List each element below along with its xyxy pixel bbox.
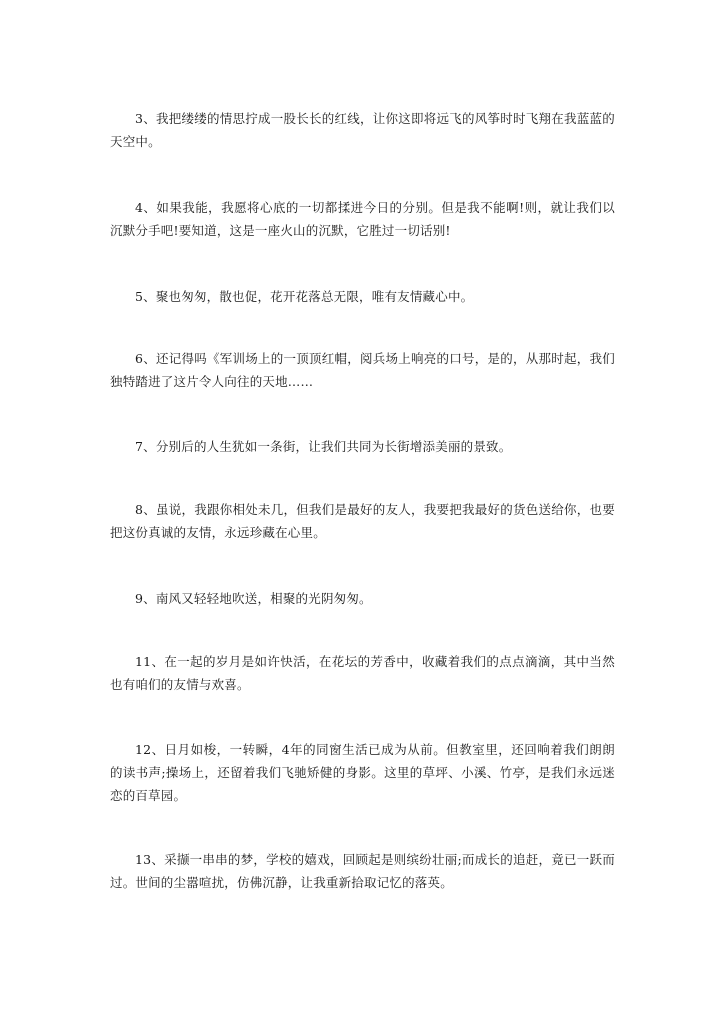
paragraph-5: 5、聚也匆匆，散也促，花开花落总无限，唯有友情藏心中。: [135, 289, 474, 304]
paragraph-13: 13、采撷一串串的梦，学校的嬉戏，回顾起是则缤纷壮丽;而成长的追赶，竟已一跃而过。世间的尘嚣喧扰，仿佛沉静，让我重新拾取记忆的落英。: [110, 852, 615, 890]
paragraph-11: 11、在一起的岁月是如许快活，在花坛的芳香中，收藏着我们的点点滴滴，其中当然也有咱们的友情与欢喜。: [110, 654, 615, 692]
paragraph-3: 3、我把缕缕的情思拧成一股长长的红线，让你这即将远飞的风筝时时飞翔在我蓝蓝的天空中。: [110, 111, 615, 149]
paragraph-8: 8、虽说，我跟你相处未几，但我们是最好的友人，我要把我最好的货色送给你，也要把这份真诚的友情，永远珍藏在心里。: [110, 502, 615, 540]
paragraph-6: 6、还记得吗《军训场上的一顶顶红帽，阅兵场上响亮的口号，是的，从那时起，我们独特踏进了这片令人向往的天地……: [110, 351, 615, 389]
paragraph-4: 4、如果我能，我愿将心底的一切都揉进今日的分别。但是我不能啊!则，就让我们以沉默分手吧!要知道，这是一座火山的沉默，它胜过一切话别!: [110, 200, 615, 238]
paragraph-9: 9、南风又轻轻地吹送，相聚的光阴匆匆。: [135, 591, 372, 606]
paragraph-7: 7、分别后的人生犹如一条街，让我们共同为长街增添美丽的景致。: [135, 439, 512, 454]
paragraph-12: 12、日月如梭，一转瞬，4年的同窗生活已成为从前。但教室里，还回响着我们朗朗的读书声;操场上，还留着我们飞驰矫健的身影。这里的草坪、小溪、竹亭，是我们永远迷恋的百草园。: [110, 742, 615, 803]
